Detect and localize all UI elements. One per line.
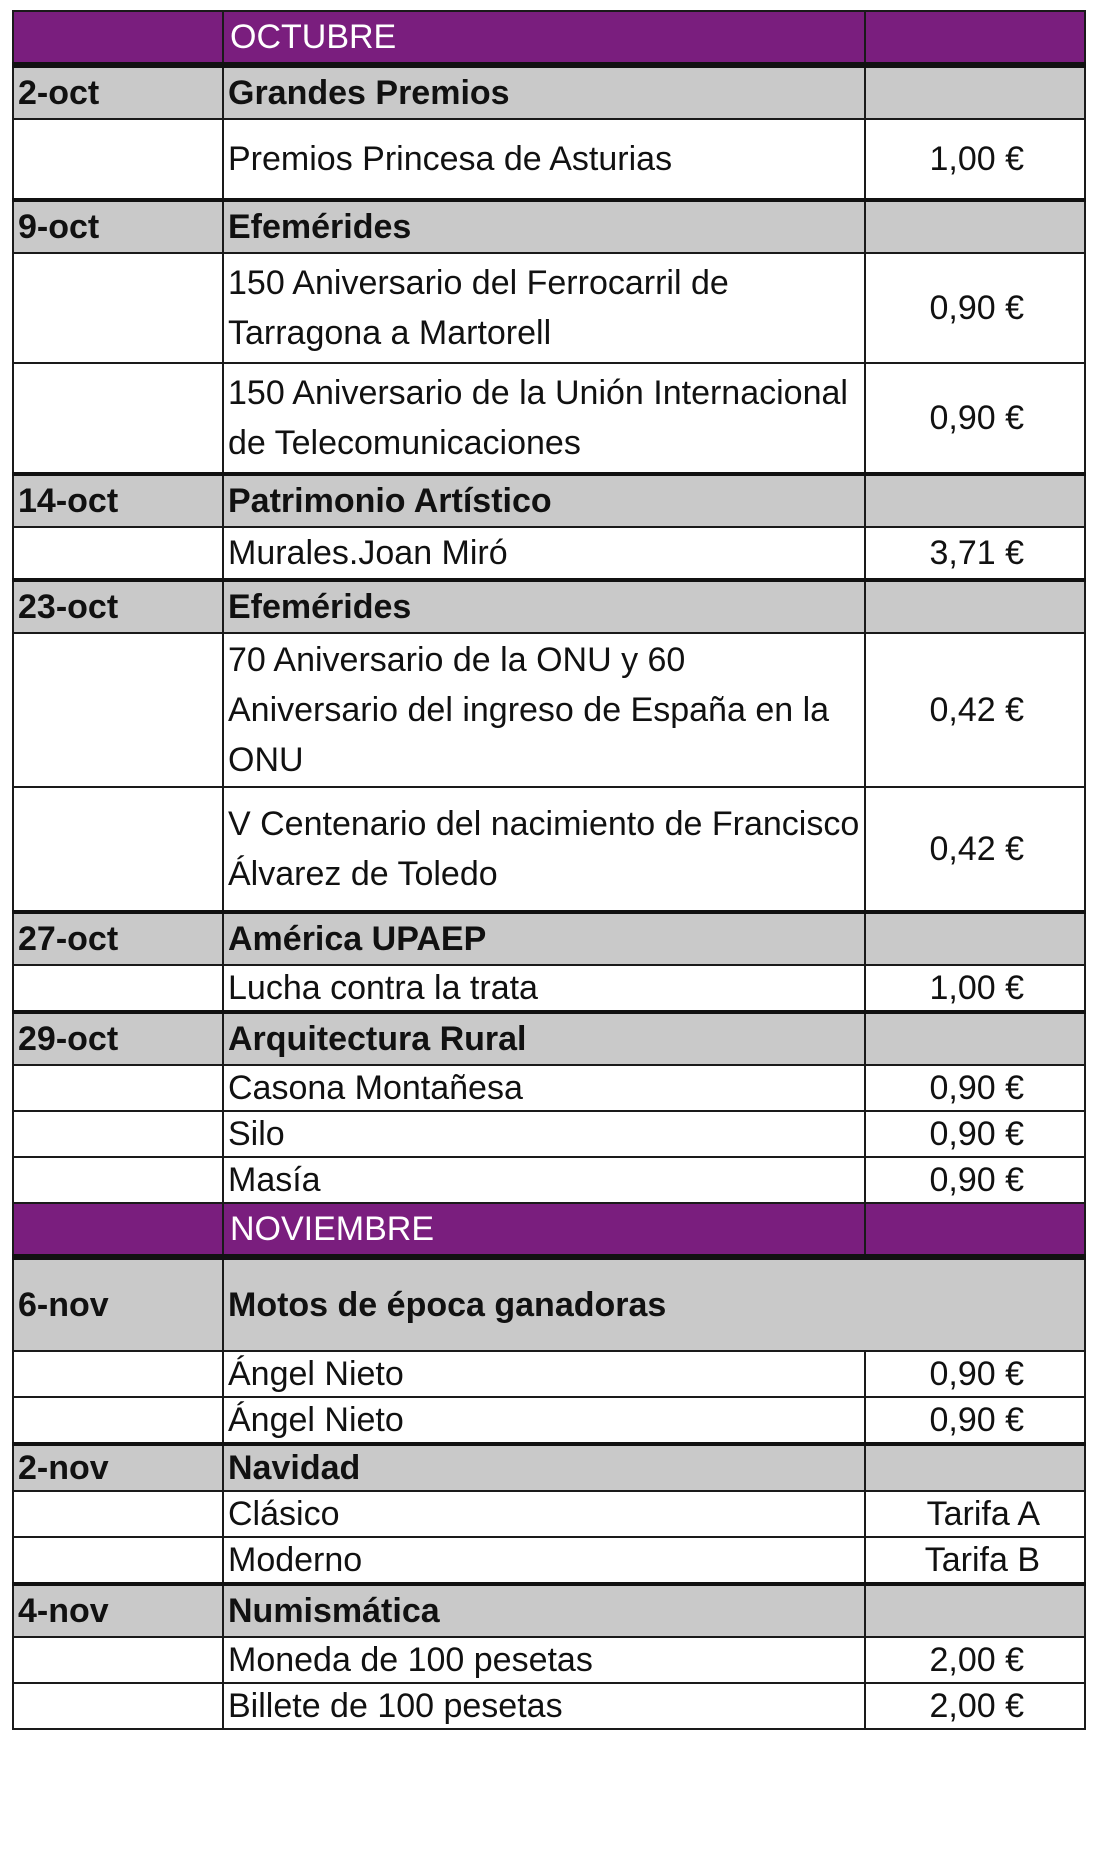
stamp-price: 1,00 € [865,119,1085,200]
stamp-name: 150 Aniversario de la Unión Internacional de Telecomunicaciones [223,363,865,474]
stamp-row [13,1537,1085,1584]
issue-date: 23-oct [13,580,223,633]
stamp-row [13,253,1085,363]
month-name: OCTUBRE [223,11,865,65]
stamp-price: 0,42 € [865,787,1085,912]
schedule-table [12,10,1086,1730]
stamp-price: 0,90 € [865,1111,1085,1157]
stamp-name: Murales.Joan Miró [223,527,865,580]
stamp-price: 0,90 € [865,1157,1085,1203]
category-title: Navidad [223,1444,865,1491]
stamp-price: 2,00 € [865,1683,1085,1729]
stamp-row [13,787,1085,912]
stamp-name: Ángel Nieto [223,1397,865,1444]
stamp-row [13,1637,1085,1683]
stamp-price: 0,90 € [865,363,1085,474]
category-title: Arquitectura Rural [223,1012,865,1065]
stamp-row [13,965,1085,1012]
category-title: Grandes Premios [223,65,865,119]
stamp-row [13,1065,1085,1111]
issue-date: 6-nov [13,1257,223,1351]
stamp-price: 2,00 € [865,1637,1085,1683]
category-row [13,1012,1085,1065]
stamp-name: Billete de 100 pesetas [223,1683,865,1729]
issue-date: 29-oct [13,1012,223,1065]
stamp-price: 0,42 € [865,633,1085,787]
category-title: Motos de época ganadoras [223,1257,1085,1351]
category-row [13,65,1085,119]
category-row [13,580,1085,633]
stamp-name: 70 Aniversario de la ONU y 60 Aniversario del ingreso de España en la ONU [223,633,865,787]
category-row [13,912,1085,965]
stamp-price: Tarifa A [865,1491,1085,1537]
stamp-name: Ángel Nieto [223,1351,865,1397]
category-title: Patrimonio Artístico [223,474,865,527]
stamp-name: Silo [223,1111,865,1157]
stamp-name: Moderno [223,1537,865,1584]
stamp-row [13,527,1085,580]
stamp-row [13,119,1085,200]
stamp-name: Clásico [223,1491,865,1537]
category-row [13,200,1085,253]
category-title: Efemérides [223,200,865,253]
stamp-name: Moneda de 100 pesetas [223,1637,865,1683]
stamp-row [13,633,1085,787]
category-title: Efemérides [223,580,865,633]
category-row [13,1584,1085,1637]
category-title: América UPAEP [223,912,865,965]
stamp-row [13,363,1085,474]
category-title: Numismática [223,1584,865,1637]
issue-date: 2-nov [13,1444,223,1491]
stamp-price: Tarifa B [865,1537,1085,1584]
stamp-name: Casona Montañesa [223,1065,865,1111]
month-header-row [13,1203,1085,1257]
stamp-price: 0,90 € [865,1397,1085,1444]
stamp-row [13,1351,1085,1397]
issue-date: 9-oct [13,200,223,253]
stamp-price: 0,90 € [865,253,1085,363]
stamp-row [13,1111,1085,1157]
category-row [13,474,1085,527]
category-row [13,1444,1085,1491]
stamp-price: 0,90 € [865,1065,1085,1111]
issue-date: 14-oct [13,474,223,527]
issue-date: 27-oct [13,912,223,965]
stamp-row [13,1157,1085,1203]
stamp-name: Masía [223,1157,865,1203]
category-row [13,1257,1085,1351]
stamp-row [13,1397,1085,1444]
stamp-price: 1,00 € [865,965,1085,1012]
stamp-row [13,1683,1085,1729]
month-header-row [13,11,1085,65]
issue-date: 4-nov [13,1584,223,1637]
month-name: NOVIEMBRE [223,1203,865,1257]
issue-date: 2-oct [13,65,223,119]
stamp-name: Premios Princesa de Asturias [223,119,865,200]
stamp-row [13,1491,1085,1537]
stamp-name: 150 Aniversario del Ferrocarril de Tarragona a Martorell [223,253,865,363]
stamp-price: 0,90 € [865,1351,1085,1397]
stamp-name: Lucha contra la trata [223,965,865,1012]
stamp-price: 3,71 € [865,527,1085,580]
stamp-issue-schedule [12,10,1084,1730]
stamp-name: V Centenario del nacimiento de Francisco Álvarez de Toledo [223,787,865,912]
